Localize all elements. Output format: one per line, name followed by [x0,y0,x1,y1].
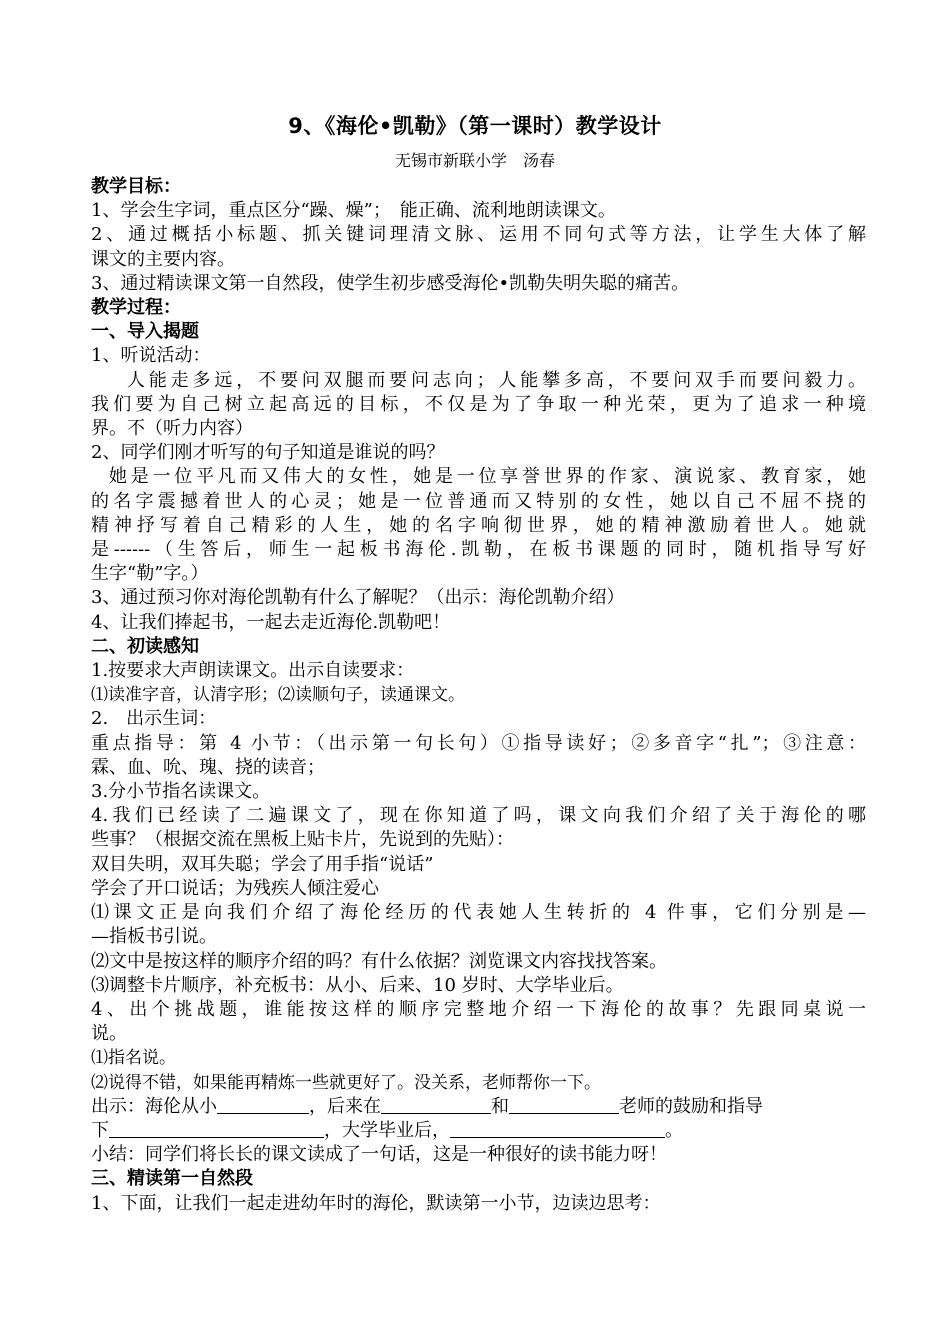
text-line: 双目失明，双耳失聪；学会了用手指“说话” [91,853,434,875]
fill-in-text: 和 [491,1095,509,1117]
fill-in-text: 老师的鼓励和指导 [619,1095,763,1117]
text-line: 说。 [91,1023,127,1045]
text-line: 我们要为自己树立起高远的目标，不仅是为了争取一种光荣，更为了追求一种境 [91,393,866,415]
text-line: 2、同学们刚才听写的句子知道是谁说的吗？ [91,442,445,464]
text-line: 学会了开口说话；为残疾人倾注爱心 [91,877,379,899]
text-line: 课文的主要内容。 [91,248,235,270]
text-line: 3、通过预习你对海伦凯勒有什么了解呢？（出示：海伦凯勒介绍） [91,587,625,609]
text-line: 4、出个挑战题，谁能按这样的顺序完整地介绍一下海伦的故事？先跟同桌说一 [91,998,866,1020]
fill-in-blank [217,1095,309,1114]
text-line: 3.分小节指名读课文。 [91,781,271,803]
text-line: ⑴读准字音，认清字形；⑵读顺句子，读通课文。 [91,685,465,706]
fill-in-text: ，后来在 [309,1095,381,1117]
fill-in-line-2 [91,1119,866,1143]
text-line: ⑴指名说。 [91,1048,176,1069]
fill-in-line-1 [91,1095,866,1119]
section-heading: 教学过程： [91,297,181,319]
text-line: 1.按要求大声朗读课文。出示自读要求： [91,660,415,682]
fill-in-text: ，大学毕业后， [324,1119,450,1141]
text-line: 1、听说活动： [91,345,211,367]
section-heading: 教学目标： [91,176,181,197]
fill-in-text: 。 [665,1119,683,1141]
text-line: 2、通过概括小标题、抓关键词理清文脉、运用不同句式等方法，让学生大体了解 [91,224,866,246]
text-line: 重点指导：第 4 小节：（出示第一句长句）①指导读好；②多音字“扎”；③注意： [91,732,866,754]
fill-in-text: 出示：海伦从小 [91,1095,217,1117]
fill-in-blank [450,1119,665,1138]
text-line: 3、通过精读课文第一自然段，使学生初步感受海伦•凯勒失明失聪的痛苦。 [91,272,690,294]
text-line: ⑴课文正是向我们介绍了海伦经历的代表她人生转折的 4 件事，它们分别是— [91,902,866,924]
document-body [91,175,866,1216]
text-line: 界。不（听力内容） [91,418,253,440]
tail-lines [91,1143,866,1216]
document-title: 9、《海伦•凯勒》（第一课时）教学设计 [288,114,662,138]
fill-in-blank [509,1095,619,1114]
text-line: —指板书引说。 [91,926,217,948]
section-heading: 三、精读第一自然段 [91,1168,253,1190]
text-line: 4、让我们捧起书，一起去走近海伦.凯勒吧！ [91,611,451,633]
fill-in-blank [381,1095,491,1114]
text-line: 的名字震撼着世人的心灵；她是一位普通而又特别的女性，她以自己不屈不挠的 [91,490,866,512]
text-line: ⑵文中是按这样的顺序介绍的吗？有什么依据？浏览课文内容找找答案。 [91,950,667,972]
section-heading: 二、初读感知 [91,635,199,657]
text-line: ⑵说得不错，如果能再精炼一些就更好了。没关系，老师帮你一下。 [91,1072,601,1093]
text-line: ⑶调整卡片顺序，补充板书：从小、后来、10 岁时、大学毕业后。 [91,974,624,996]
text-line: 4.我们已经读了二遍课文了，现在你知道了吗，课文向我们介绍了关于海伦的哪 [91,805,866,827]
document-author: 无锡市新联小学 汤春 [394,151,555,170]
text-line: 精神抒写着自己精彩的人生，她的名字响彻世界，她的精神激励着世人。她就 [91,514,866,536]
text-line: 1、下面，让我们一起走进幼年时的海伦，默读第一小节，边读边思考： [91,1192,661,1214]
body-lines [91,175,866,1095]
text-line: 些事？（根据交流在黑板上贴卡片，先说到的先贴）： [91,829,514,851]
fill-in-text: 下 [91,1119,109,1141]
text-line: 她是一位平凡而又伟大的女性，她是一位享誉世界的作家、演说家、教育家，她 [109,466,866,488]
text-line: 1、学会生字词，重点区分“躁、燥”； 能正确、流利地朗读课文。 [91,200,616,222]
text-line: 人能走多远，不要问双腿而要问志向；人能攀多高，不要问双手而要问毅力。 [127,369,866,391]
section-heading: 一、导入揭题 [91,321,199,343]
text-line: 小结：同学们将长长的课文读成了一句话，这是一种很好的读书能力呀！ [91,1144,667,1166]
text-line: 生字“勒”字。） [91,563,209,585]
fill-in-blank [109,1119,324,1138]
text-line: 2. 出示生词： [91,708,217,730]
text-line: 霖、血、吮、瑰、挠的读音； [91,756,325,778]
text-line: 是------（生答后，师生一起板书海伦.凯勒，在板书课题的同时，随机指导写好 [91,539,866,561]
